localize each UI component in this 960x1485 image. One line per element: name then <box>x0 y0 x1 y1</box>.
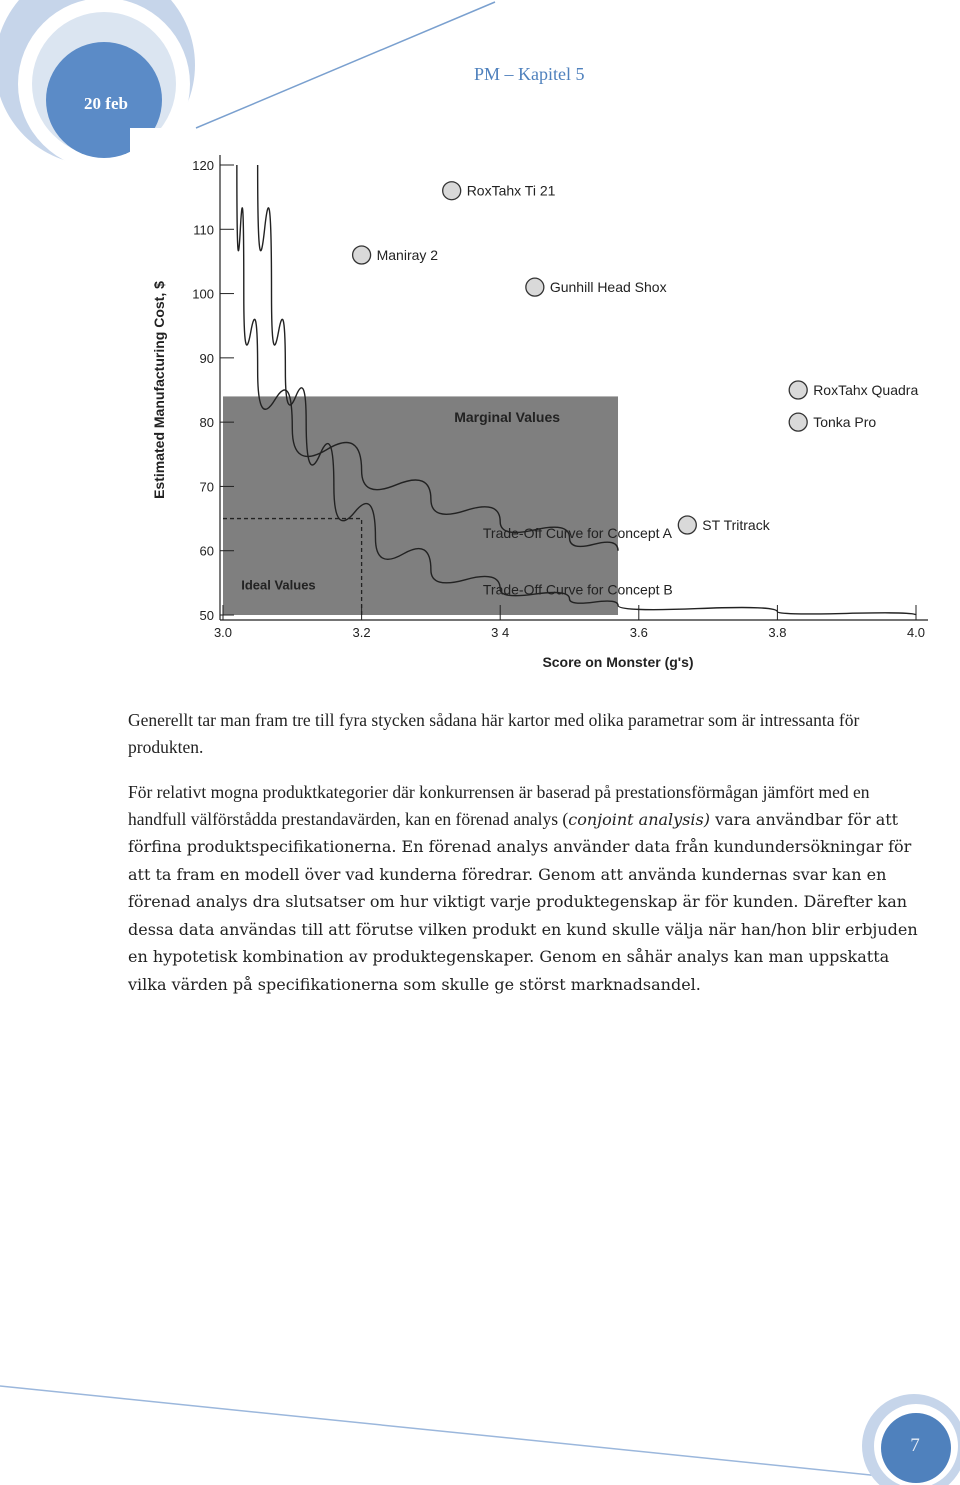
header-title: PM – Kapitel 5 <box>474 64 585 84</box>
x-axis-label: Score on Monster (g's) <box>542 654 694 670</box>
product-point-label: Gunhill Head Shox <box>549 279 667 296</box>
product-point-label: Maniray 2 <box>376 247 439 263</box>
x-tick-label: 3.2 <box>352 625 371 640</box>
product-point-label: RoxTahx Quadra <box>813 382 919 398</box>
header-date: 20 feb <box>84 94 128 113</box>
paragraph-conjoint-part1: För relativt mogna produktkategorier där konkurrensen är baserad på prestationsförmågan jämfört med en handfull välförstådda prestandavärden, kan en förenad analys ( <box>128 782 870 829</box>
product-point <box>526 278 544 296</box>
y-tick-label: 120 <box>192 158 214 173</box>
marginal-values-label: Marginal Values <box>454 409 561 426</box>
product-point-label: ST Tritrack <box>702 517 770 533</box>
product-point <box>443 182 461 200</box>
x-tick-label: 4.0 <box>906 625 926 640</box>
paragraph-intro <box>128 707 928 760</box>
page-number: 7 <box>910 1435 920 1456</box>
y-tick-label: 50 <box>199 608 214 623</box>
ideal-values-label: Ideal Values <box>241 577 316 593</box>
product-point-label: RoxTahx Ti 21 <box>466 182 556 199</box>
tradeoff-chart <box>120 140 950 695</box>
product-point <box>789 413 807 431</box>
y-axis-label: Estimated Manufacturing Cost, $ <box>151 281 167 499</box>
x-tick-label: 3 4 <box>491 625 510 640</box>
x-tick-label: 3.6 <box>629 625 648 640</box>
curve-b-label: Trade-Off Curve for Concept B <box>482 581 673 598</box>
x-tick-label: 3.0 <box>213 625 233 640</box>
y-tick-label: 90 <box>199 350 214 366</box>
product-point <box>353 246 371 264</box>
paragraph-conjoint-part2: vara användbar för att förfina produktspecifikationerna. En förenad analys använder data från kundundersökningar för att ta fram en modell över vad kunderna föredrar. Genom att använda kundernas svar kan en förenad analys dra slutsatser om hur viktigt varje produktegenskap är för kunden. Därefter kan dessa data användas till att förutse vilken produkt en kund skulle välja när han/hon blir erbjuden en hypotetisk kombination av produktegenskaper. Genom en såhär analys kan man uppskatta vilka värden på specifikationerna som skulle ge störst marknadsandel. <box>128 809 918 994</box>
product-point-label: Tonka Pro <box>813 414 877 431</box>
y-tick-label: 100 <box>192 286 214 302</box>
curve-a-label: Trade-Off Curve for Concept A <box>482 524 672 541</box>
y-tick-label: 70 <box>199 479 214 495</box>
paragraph-intro-text: Generellt tar man fram tre till fyra stycken sådana här kartor med olika parametrar som är intressanta för produkten. <box>128 710 860 757</box>
paragraph-conjoint-term: conjoint analysis) <box>568 809 710 829</box>
footer-rule <box>0 1370 960 1485</box>
y-tick-label: 110 <box>193 222 214 238</box>
paragraph-conjoint <box>128 779 928 998</box>
product-point <box>789 381 807 399</box>
x-tick-label: 3.8 <box>768 625 787 640</box>
y-tick-label: 80 <box>199 415 214 431</box>
product-point <box>678 516 696 534</box>
y-tick-label: 60 <box>199 543 214 559</box>
